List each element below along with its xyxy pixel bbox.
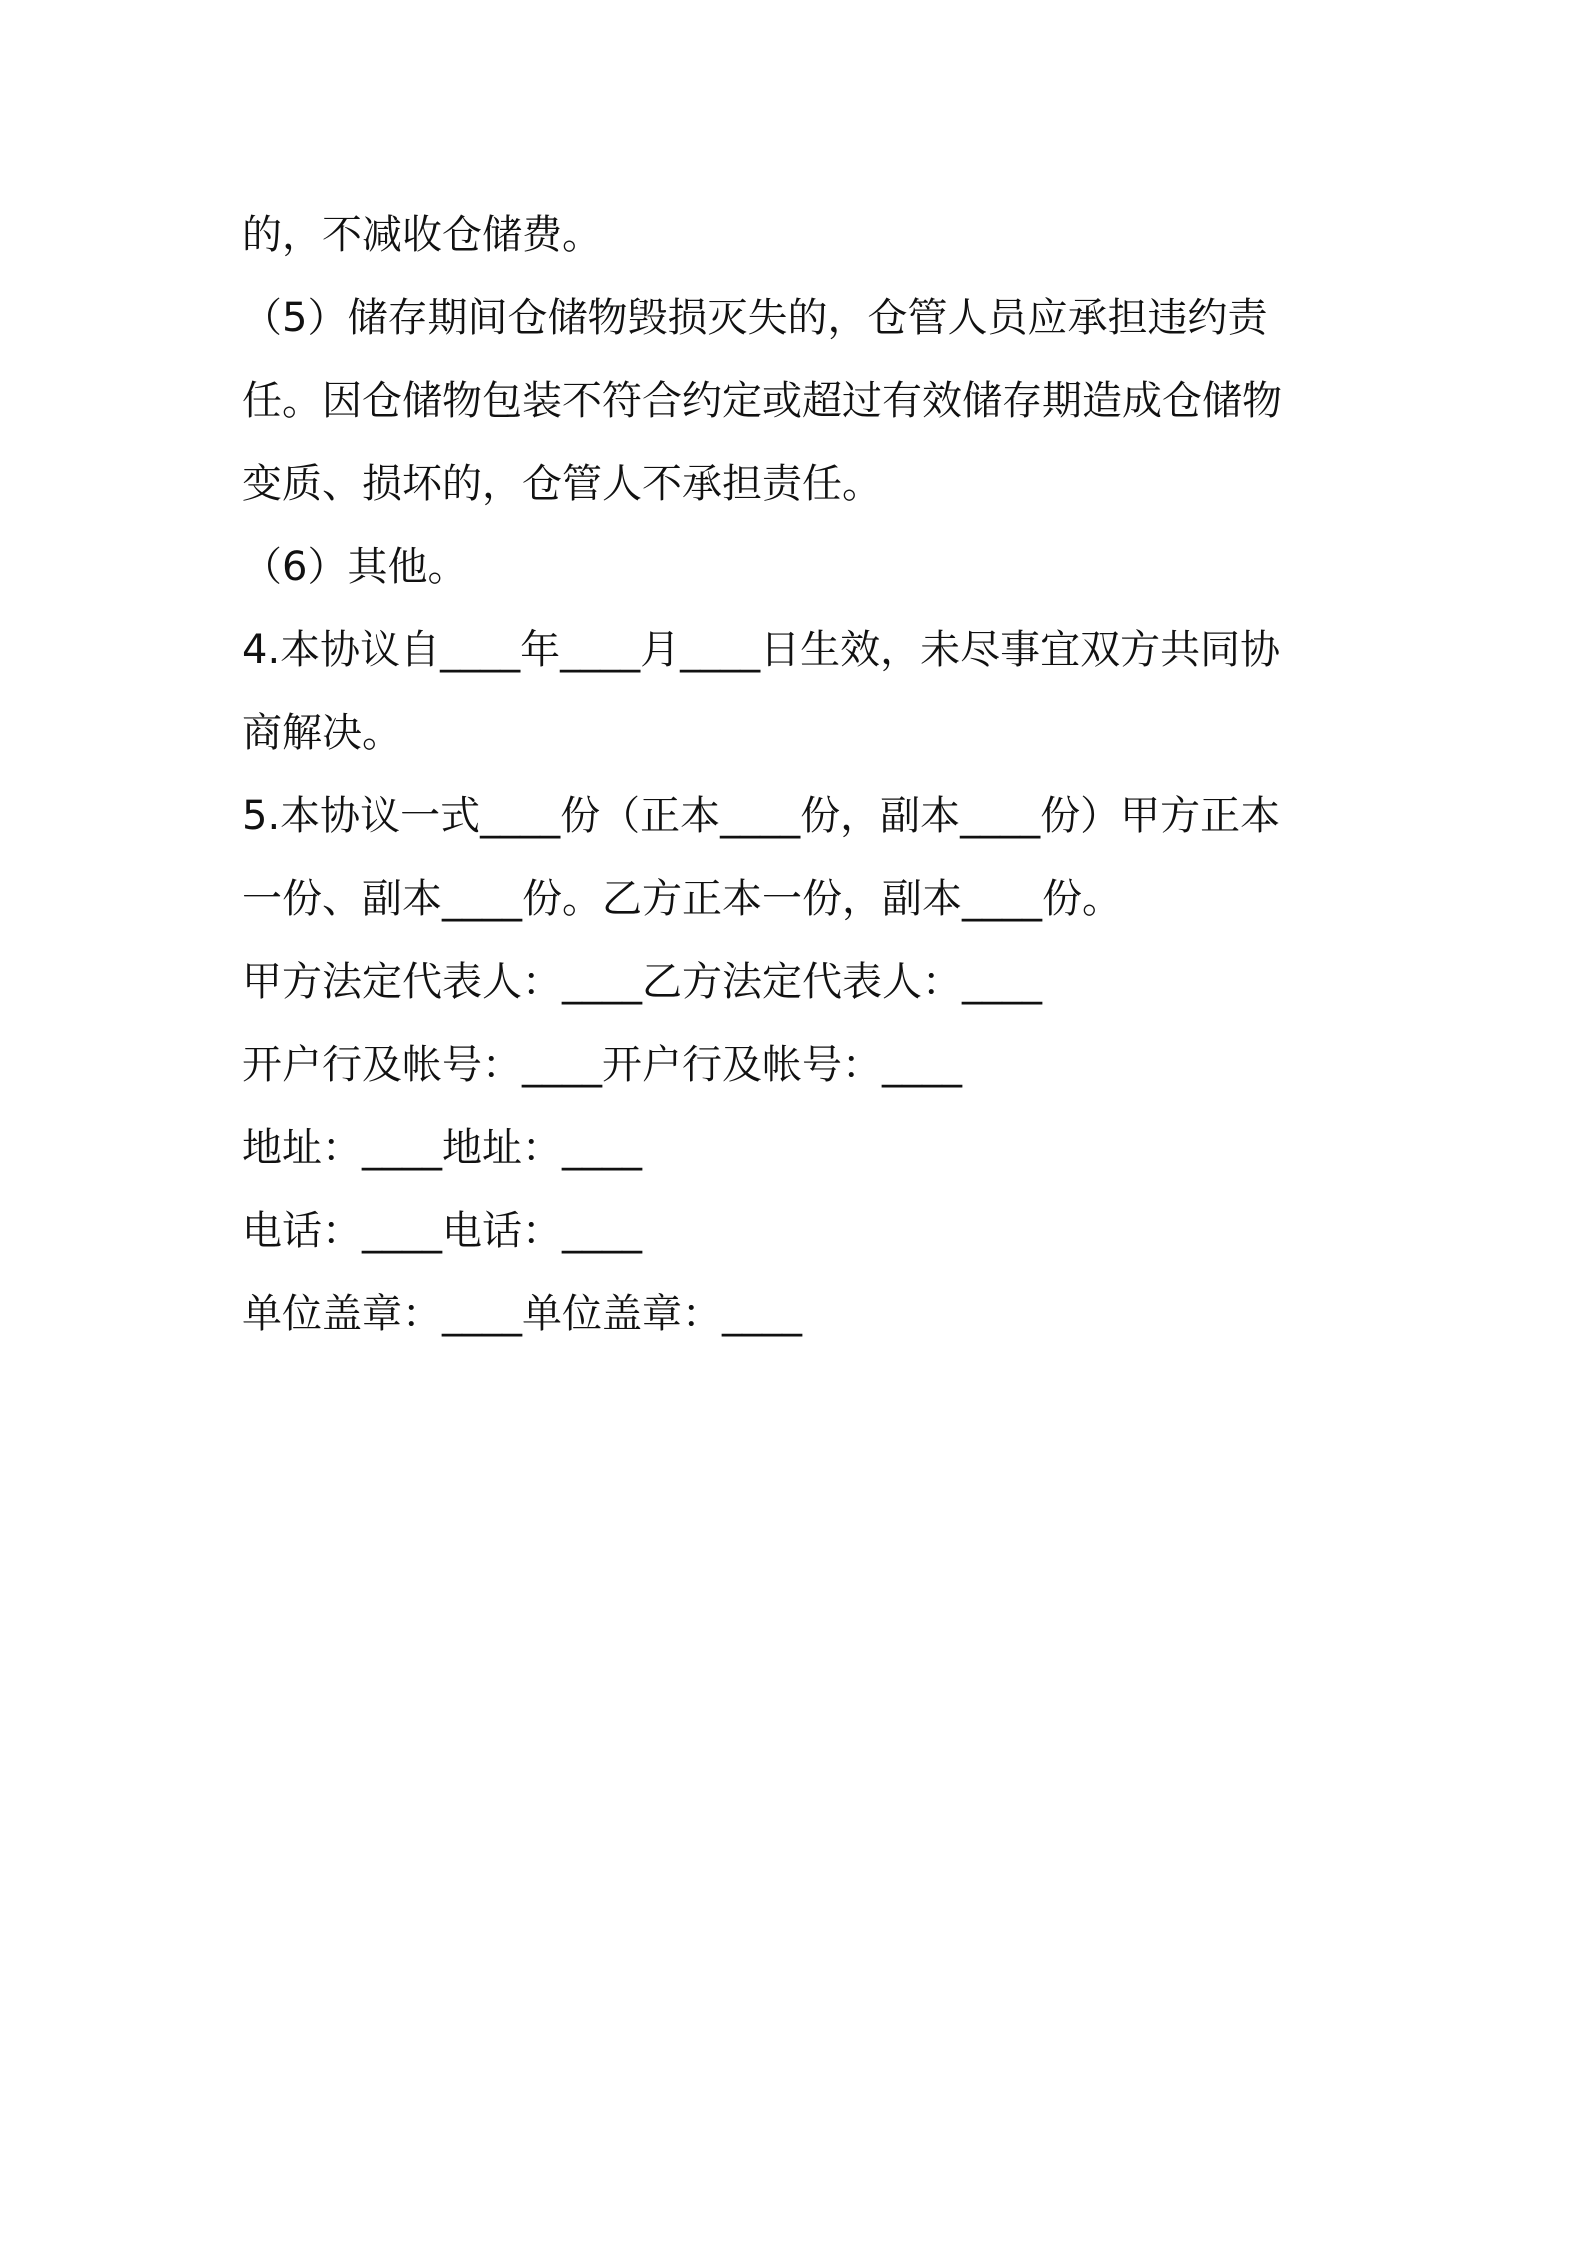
text-line-1: 的，不减收仓储费。	[242, 212, 602, 258]
text-line-4: 变质、损坏的，仓管人不承担责任。	[242, 461, 882, 507]
text-line-5: （6）其他。	[242, 544, 468, 590]
text-line-7: 商解决。	[242, 710, 402, 756]
text-line-2: （5）储存期间仓储物毁损灭失的，仓管人员应承担违约责	[242, 295, 1268, 341]
text-line-8: 5.本协议一式____份（正本____份，副本____份）甲方正本	[242, 793, 1281, 839]
signature-line-seal: 单位盖章：____单位盖章：____	[242, 1291, 802, 1337]
text-line-9: 一份、副本____份。乙方正本一份，副本____份。	[242, 876, 1122, 922]
text-line-6: 4.本协议自____年____月____日生效，未尽事宜双方共同协	[242, 627, 1281, 673]
text-line-3: 任。因仓储物包装不符合约定或超过有效储存期造成仓储物	[242, 378, 1282, 424]
document-body	[242, 194, 1362, 1356]
signature-line-bank-account: 开户行及帐号：____开户行及帐号：____	[242, 1042, 962, 1088]
signature-line-phone: 电话：____电话：____	[242, 1208, 642, 1254]
signature-line-representative: 甲方法定代表人：____乙方法定代表人：____	[242, 959, 1042, 1005]
signature-line-address: 地址：____地址：____	[242, 1125, 642, 1171]
